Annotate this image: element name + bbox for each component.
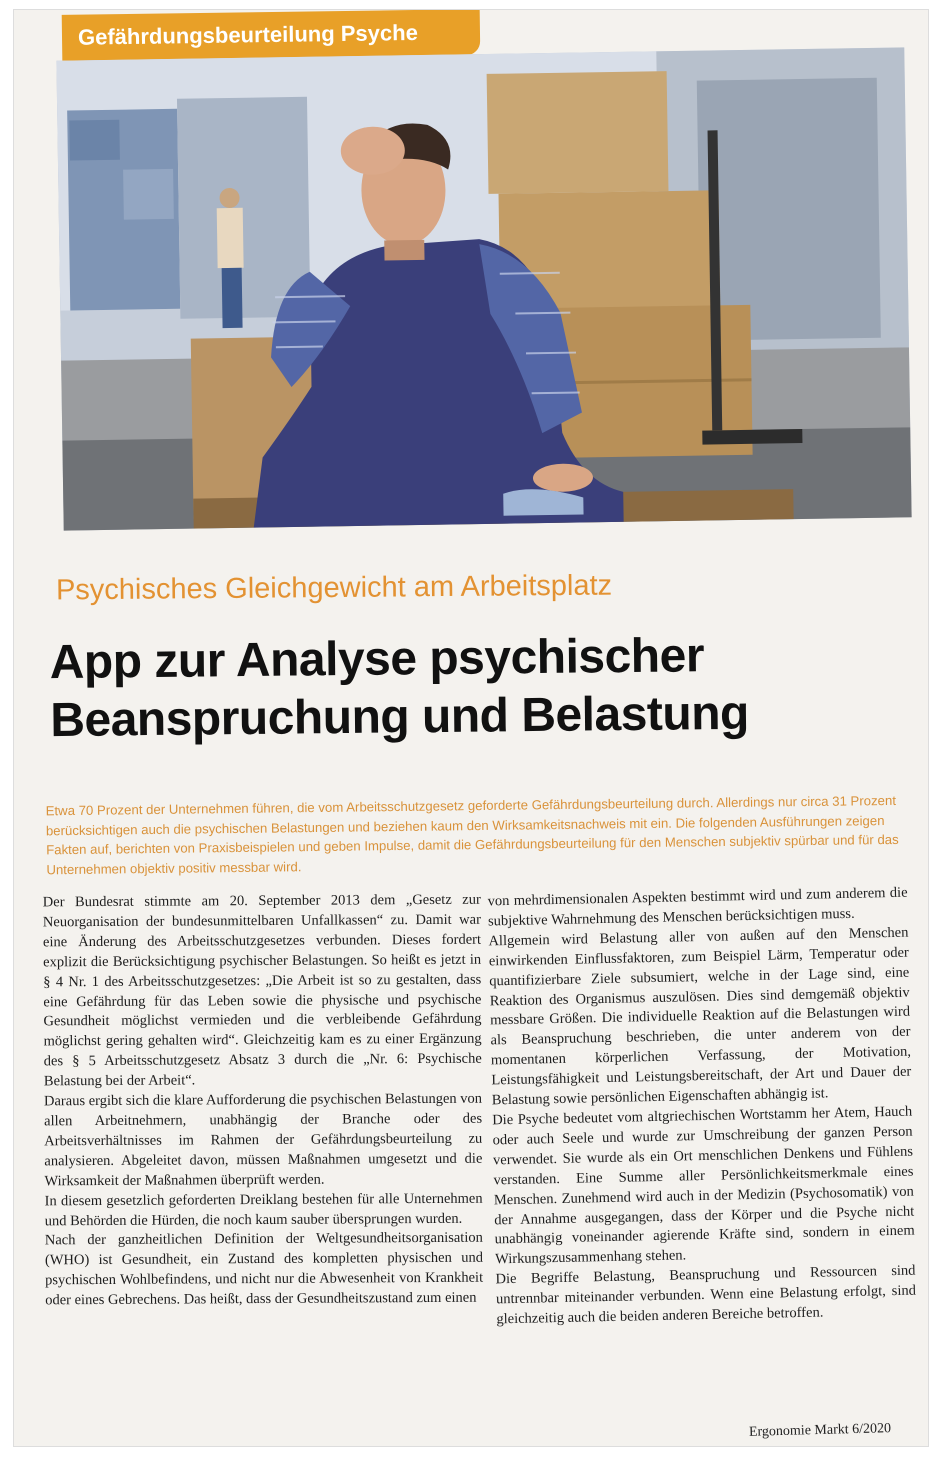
paragraph: In diesem gesetzlich geforderten Dreiklang bestehen für alle Unternehmen und Behörden die Hürden, die noch kaum sauber übersprungen wurden. [44, 1190, 483, 1229]
worker-illustration [56, 47, 911, 530]
body-column-left [43, 891, 484, 1312]
article-subtitle: Psychisches Gleichgewicht am Arbeitsplatz [55, 569, 613, 607]
page-footer: Ergonomie Markt 6/2020 [748, 1421, 892, 1440]
paragraph: Der Bundesrat stimmte am 20. September 2013 dem „Gesetz zur Neuorganisation der bundesunmittelbaren Unfallkassen“ zu. Damit war eine Änderung des Arbeitsschutzgesetzes verbunden. Dieses fordert explizit die Berücksichtigung psychischer Belastungen. So heißt es jetzt in § 4 Nr. 1 des Arbeitsschutzgesetzes: „Die Arbeit ist so zu gestalten, dass eine Gefährdung für das Leben sowie die physische und psychische Gesundheit möglichst vermieden und die verbleibende Gefährdung möglichst gering gehalten wird“. Gleichzeitig kam es zu einer Ergänzung des § 5 Arbeitsschutzgesetz Absatz 3 durch die „Nr. 6: Psychische Belastung bei der Arbeit“. [42, 891, 482, 1090]
section-label: Gefährdungsbeurteilung Psyche [77, 19, 418, 50]
magazine-page [14, 10, 928, 1446]
body-column-right [487, 884, 916, 1331]
paragraph: Die Begriffe Belastung, Beanspruchung und Ressourcen sind untrennbar miteinander verbunden. Wenn eine Belastung erfolgt, sind gleichzeitig auch die beiden anderen Bereiche betroffen. [495, 1262, 917, 1328]
headline-line-1: App zur Analyse psychischer [49, 629, 705, 690]
paragraph: Die Psyche bedeutet vom altgriechischen Wortstamm her Atem, Hauch oder auch Seele und wurde zur Umschreibung der ganzen Person verwendet. Sie wurde als ein Ort menschlichen Denkens und Fühlens verstanden. Eine Summe aller Persönlichkeitsmerkmale eines Menschen. Zunehmend wird auch in der Medizin (Psychosomatik) von der Annahme ausgegangen, dass der Körper und die Psyche nicht unabhängig voneinander agierende Kräfte sind, sondern in einem Wirkungszusammenhang stehen. [492, 1103, 915, 1268]
paragraph: Nach der ganzheitlichen Definition der Weltgesundheitsorganisation (WHO) ist Gesundheit, ein Zustand des kompletten physischen und psychischen Wohlbefindens, und nicht nur die Abwesenheit von Krankheit oder eines Gebrechens. Das heißt, dass der Gesundheitszustand zum einen [44, 1230, 484, 1309]
lead-paragraph: Etwa 70 Prozent der Unternehmen führen, die vom Arbeitsschutzgesetz geforderte Gefährdungsbeurteilung durch. Allerdings nur circa 31 Prozent berücksichtigen auch die psychischen Belastungen und beziehen kaum den Wirksamkeitsnachweis mit ein. Die folgenden Ausführungen zeigen Fakten auf, berichten von Praxisbeispielen und geben Impulse, damit die Gefährdungsbeurteilung für den Menschen subjektiv spürbar und für das Unternehmen objektiv positiv messbar wird. [45, 792, 899, 877]
paragraph: von mehrdimensionalen Aspekten bestimmt wird und zum anderem die subjektive Wahrnehmung des Menschen berücksichtigen muss. [487, 884, 908, 930]
article-headline [49, 626, 830, 750]
paragraph: Allgemein wird Belastung aller von außen auf den Menschen einwirkenden Einflussfaktoren, zum Beispiel Lärm, Temperatur oder quantifizierbare Ziele subsumiert, welche in der Lage sind, eine Reaktion des Organismus auszulösen. Dies sind demgemäß objektiv messbare Größen. Die individuelle Reaktion auf die Belastungen wird als Beanspruchung beschrieben, die unter anderem von der momentanen körperlichen Verfassung, der Motivation, Leistungsfähigkeit und Leistungsbereitschaft, der Art und Dauer der Belastung sowie persönlichen Eigenschaften abhängig ist. [488, 924, 912, 1109]
paragraph: Daraus ergibt sich die klare Aufforderung die psychischen Belastungen von allen Arbeitnehmern, unabhängig der Branche oder des Arbeitsverhältnisses im Rahmen der Gefährdungsbeurteilung zu analysieren. Abgeleitet davon, müssen Maßnahmen umgesetzt und die Wirksamkeit der Maßnahmen überprüft werden. [43, 1090, 483, 1190]
article-photo [56, 47, 911, 530]
headline-line-2: Beanspruchung und Belastung [50, 686, 750, 748]
section-tab [62, 10, 481, 61]
